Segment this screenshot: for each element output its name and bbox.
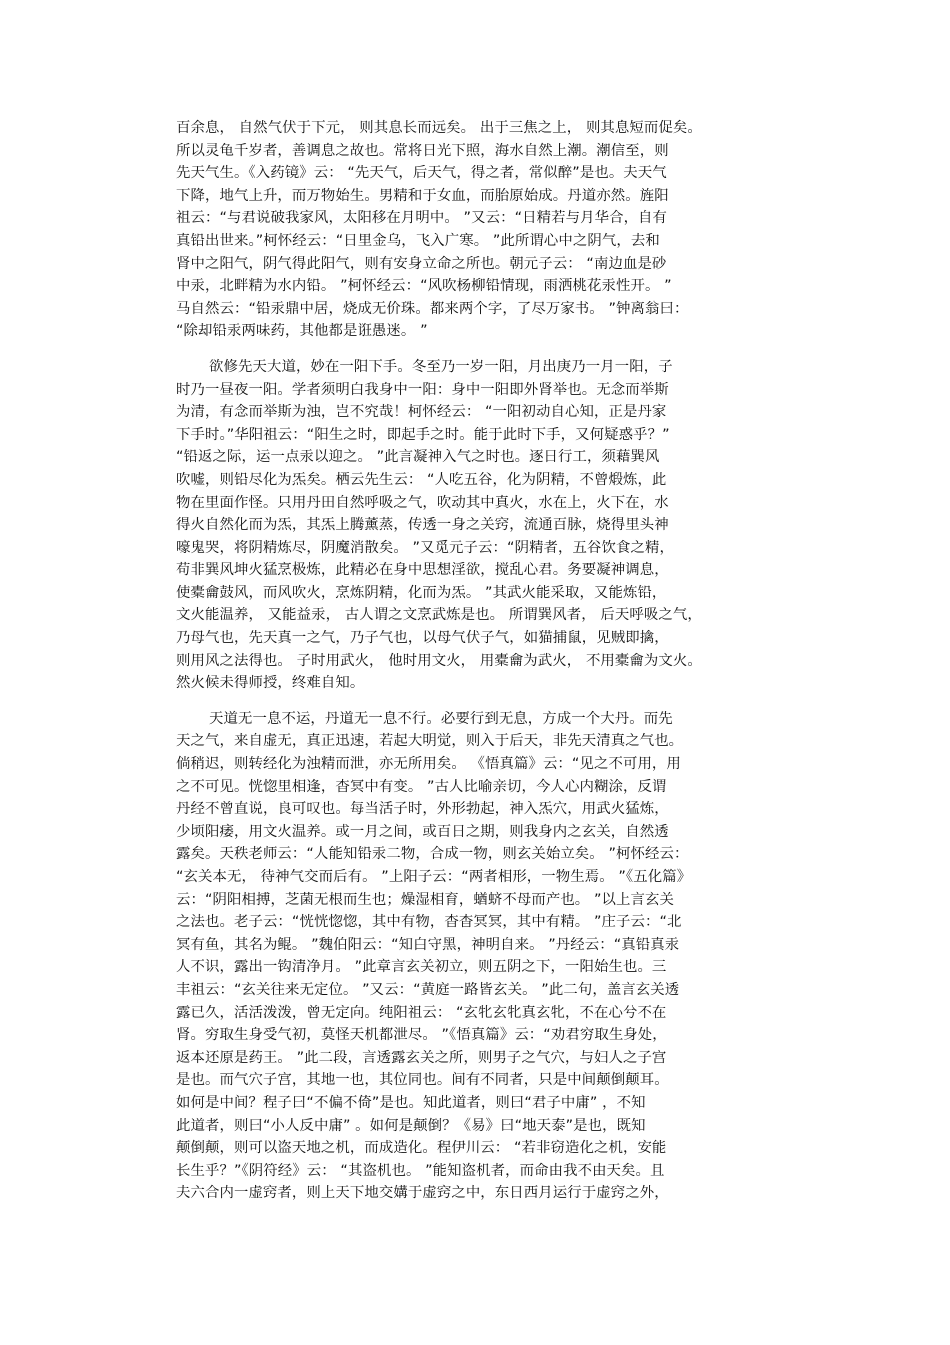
text-line: 丹经不曾直说，良可叹也。每当活子时，外形勃起，神入炁穴，用武火猛炼，: [176, 801, 669, 818]
text-line: 时乃一昼夜一阳。学者须明白我身中一阳：身中一阳即外肾举也。无念而举斯: [176, 381, 669, 398]
text-line: 则用风之法得也。 子时用武火， 他时用文火， 用橐龠为武火， 不用橐龠为文火。: [176, 652, 702, 669]
text-line: 为清，有念而举斯为浊，岂不究哉！柯怀经云： “一阳初动自心知，正是丹家: [176, 404, 667, 421]
text-line: 真铅出世来。”柯怀经云：“日里金乌，飞入广寒。 ”此所谓心中之阴气，去和: [176, 232, 660, 249]
text-line: 此道者，则曰“小人反中庸” 。如何是颠倒？《易》曰“地天泰”是也，既知: [176, 1117, 646, 1134]
text-line: 吹嘘，则铅尽化为炁矣。栖云先生云： “人吃五谷，化为阴精，不曾煅炼，此: [176, 471, 667, 488]
document-body: [176, 117, 776, 1218]
text-line: “玄关本无， 待神气交而后有。 ”上阳子云：“两者相形，一物生焉。 ”《五化篇》: [176, 869, 692, 885]
text-line: 之法也。老子云：“恍恍惚惚，其中有物，杳杳冥冥，其中有精。 ”庄子云：“北: [176, 914, 682, 931]
text-line: 露已久，活活泼泼，曾无定向。纯阳祖云： “玄牝玄牝真玄牝，不在心兮不在: [176, 1004, 667, 1021]
text-line: 欲修先天大道，妙在一阳下手。冬至乃一岁一阳，月出庚乃一月一阳，子: [209, 358, 673, 375]
text-line: 中汞，北畔精为水内铅。 ”柯怀经云：“风吹杨柳铅情现，雨洒桃花汞性开。 ”: [176, 278, 672, 295]
text-line: 马自然云：“铅汞鼎中居，烧成无价珠。都来两个字，了尽万家书。 ”钟离翁曰：: [176, 300, 689, 317]
text-line: 得火自然化而为炁，其炁上腾薰蒸，传透一身之关窍，流通百脉，烧得里头神: [176, 517, 669, 534]
text-line: 天之气，来自虚无，真正迅速，若起大明觉，则入于后天，非先天清真之气也。: [176, 733, 684, 750]
text-line: 是也。而气穴子宫，其地一也，其位同也。间有不同者，只是中间颠倒颠耳。: [176, 1072, 669, 1089]
text-line: 长生乎？”《阴符经》云： “其盗机也。 ”能知盗机者，而命由我不由天矣。且: [176, 1162, 665, 1179]
text-line: 人不识，露出一钩清净月。 ”此章言玄关初立，则五阴之下，一阳始生也。三: [176, 959, 667, 976]
paragraph-3: [176, 708, 776, 1205]
text-line: 之不可见。恍惚里相逢，杳冥中有变。 ”古人比喻亲切，今人心内糊涂，反谓: [176, 778, 667, 795]
text-line: 肾。穷取生身受气初，莫怪天机都泄尽。 ”《悟真篇》云：“劝君穷取生身处，: [176, 1027, 667, 1044]
text-line: 先天气生。《入药镜》云： “先天气，后天气，得之者，常似醉”是也。夫天气: [176, 165, 667, 182]
text-line: 丰祖云：“玄关往来无定位。 ”又云：“黄庭一路皆玄关。 ”此二句，盖言玄关透: [176, 981, 680, 998]
text-line: 夫六合内一虚窍者，则上天下地交媾于虚窍之中，东日西月运行于虚窍之外，: [176, 1185, 669, 1202]
text-line: 然火候未得师授，终难自知。: [176, 675, 365, 692]
text-line: 肾中之阳气，阴气得此阳气，则有安身立命之所也。朝元子云： “南边血是砂: [176, 255, 667, 272]
text-line: 嚎鬼哭，将阴精炼尽，阴魔消散矣。 ”又觅元子云：“阴精者，五谷饮食之精，: [176, 539, 674, 556]
text-line: 少顷阳痿，用文火温养。或一月之间，或百日之期，则我身内之玄关，自然透: [176, 823, 669, 840]
text-line: 颠倒颠，则可以盗天地之机，而成造化。程伊川云： “若非窃造化之机，安能: [176, 1140, 667, 1157]
text-line: 倘稍迟，则转经化为浊精而泄，亦无所用矣。 《悟真篇》云：“见之不可用，用: [176, 756, 681, 773]
text-line: “除却铅汞两味药，其他都是诳愚迷。 ”: [176, 323, 428, 340]
text-line: 如何是中间？程子曰“不偏不倚”是也。知此道者，则曰“君子中庸” ，不知: [176, 1094, 646, 1111]
text-line: 云：“阴阳相搏，芝菌无根而生也；燥湿相育，蝤蛴不母而产也。 ”以上言玄关: [176, 891, 674, 908]
text-line: 露矣。天秩老师云：“人能知铅汞二物，合成一物，则玄关始立矣。 ”柯怀经云：: [176, 846, 689, 863]
text-line: 物在里面作怪。只用丹田自然呼吸之气，吹动其中真火，水在上，火下在，水: [176, 494, 669, 511]
text-line: 返本还原是药王。 ”此二段，言透露玄关之所，则男子之气穴，与妇人之子宫: [176, 1049, 667, 1066]
text-line: 乃母气也，先天真一之气，乃子气也，以母气伏子气，如猫捕鼠，见贼即擒，: [176, 630, 669, 647]
paragraph-1: [176, 117, 776, 343]
text-line: 使橐龠鼓风，而风吹火，烹炼阴精，化而为炁。 ”其武火能采取，又能炼铅，: [176, 584, 667, 601]
text-line: 苟非巽风坤火猛烹极炼，此精必在身中思想淫欲，搅乱心君。务要凝神调息，: [176, 562, 669, 579]
text-line: 下降，地气上升，而万物始生。男精和于女血，而胎原始成。丹道亦然。旌阳: [176, 187, 669, 204]
text-line: 所以灵龟千岁者，善调息之故也。常将日光下照，海水自然上潮。潮信至，则: [176, 142, 669, 159]
text-line: 祖云：“与君说破我家风，太阳移在月明中。 ”又云：“日精若与月华合，自有: [176, 210, 668, 227]
text-line: 下手时。”华阳祖云：“阳生之时，即起手之时。能于此时下手，又何疑惑乎？”: [176, 426, 670, 443]
text-line: 冥有鱼，其名为鲲。 ”魏伯阳云：“知白守黑，神明自来。 ”丹经云：“真铅真汞: [176, 936, 680, 953]
paragraph-2: [176, 356, 776, 695]
text-line: “铅返之际，运一点汞以迎之。 ”此言凝神入气之时也。逐日行工，须藉巽风: [176, 449, 660, 466]
text-line: 天道无一息不运，丹道无一息不行。必要行到无息，方成一个大丹。而先: [209, 710, 673, 727]
text-line: 百余息， 自然气伏于下元， 则其息长而远矣。 出于三焦之上， 则其息短而促矣。: [176, 120, 702, 136]
text-line: 文火能温养， 又能益汞， 古人谓之文烹武炼是也。 所谓巽风者， 后天呼吸之气，: [176, 607, 702, 624]
